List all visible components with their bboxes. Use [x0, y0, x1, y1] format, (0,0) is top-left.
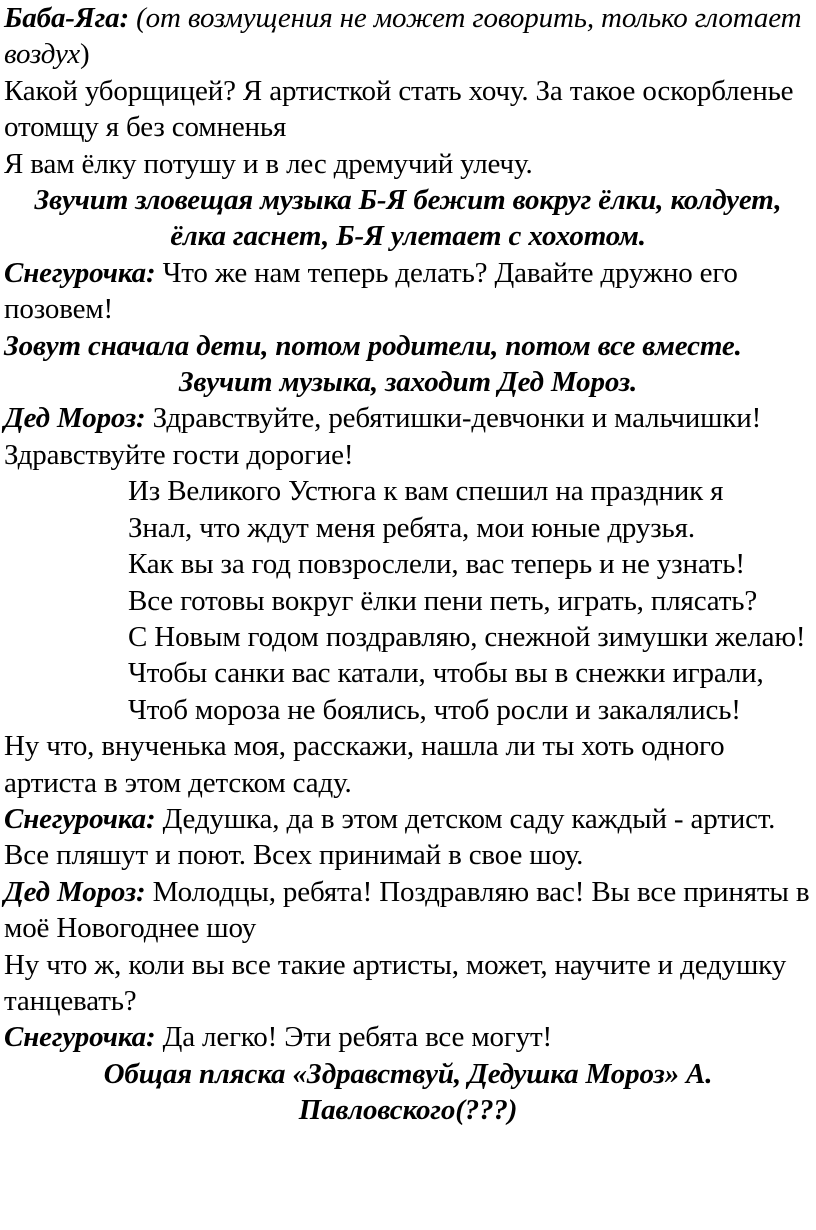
snegurochka-text-3: Да легко! Эти ребята все могут! [155, 1021, 553, 1054]
speaker-snegurochka: Снегурочка: [4, 802, 156, 835]
verse-line-4: Все готовы вокруг ёлки пени петь, играть, плясать? [128, 584, 758, 617]
stage-direction-3: Звучит музыка, заходит Дед Мороз. [178, 366, 638, 399]
verse-line-6: Чтобы санки вас катали, чтобы вы в снежки играли, [128, 657, 764, 690]
ded-moroz-line-2: Ну что, внученька моя, расскажи, нашла ли ты хоть одного артиста в этом детском саду. [4, 730, 725, 799]
stage-remark: (от возмущения не может говорить, только глотает воздух [4, 2, 802, 71]
speaker-snegurochka: Снегурочка: [4, 1021, 156, 1054]
snegurochka-line-3 [4, 1019, 812, 1055]
snegurochka-text-2: Дедушка, да в этом детском саду каждый - артист. Все пляшут и поют. Всех принимай в свое шоу. [4, 802, 776, 872]
speaker-ded-moroz: Дед Мороз: [4, 402, 146, 435]
ded-moroz-line-3 [4, 874, 812, 947]
stage-direction-1: Звучит зловещая музыка Б-Я бежит вокруг ёлки, колдует, ёлка гаснет, Б-Я улетает с хохотом. [34, 184, 782, 253]
baba-yaga-remark-line [4, 0, 812, 73]
baba-yaga-line-1: Какой уборщицей? Я артисткой стать хочу. За такое оскорбленье отомщу я без сомненья [4, 74, 794, 144]
verse-line-3: Как вы за год повзрослели, вас теперь и не узнать! [128, 548, 745, 581]
speaker-ded-moroz: Дед Мороз: [4, 875, 146, 908]
ded-moroz-line-4: Ну что ж, коли вы все такие артисты, может, научите и дедушку танцевать? [4, 948, 787, 1017]
ded-moroz-line-1 [4, 400, 812, 473]
ded-moroz-text-3: Молодцы, ребята! Поздравляю вас! Вы все приняты в моё Новогоднее шоу [4, 875, 810, 945]
ded-moroz-text-1: Здравствуйте, ребятишки-девчонки и мальчишки! Здравствуйте гости дорогие! [4, 402, 762, 471]
verse-line-1: Из Великого Устюга к вам спешил на праздник я [128, 475, 724, 508]
snegurochka-line-2 [4, 801, 812, 874]
baba-yaga-line-2: Я вам ёлку потушу и в лес дремучий улечу. [4, 147, 533, 180]
speaker-baba-yaga: Баба-Яга: [4, 2, 130, 34]
verse-line-2: Знал, что ждут меня ребята, мои юные друзья. [128, 511, 695, 544]
snegurochka-text-1: Что же нам теперь делать? Давайте дружно его позовем! [4, 256, 738, 326]
remark-close: ) [80, 38, 90, 71]
stage-direction-4: Общая пляска «Здравствуй, Дедушка Мороз» А. Павловского(???) [103, 1057, 713, 1127]
snegurochka-line-1 [4, 255, 812, 328]
verse-line-7: Чтоб мороза не боялись, чтоб росли и закалялись! [128, 693, 741, 726]
speaker-snegurochka: Снегурочка: [4, 256, 156, 289]
verse-line-5: С Новым годом поздравляю, снежной зимушки желаю! [128, 620, 806, 653]
stage-direction-2: Зовут сначала дети, потом родители, потом все вместе. [4, 329, 742, 362]
